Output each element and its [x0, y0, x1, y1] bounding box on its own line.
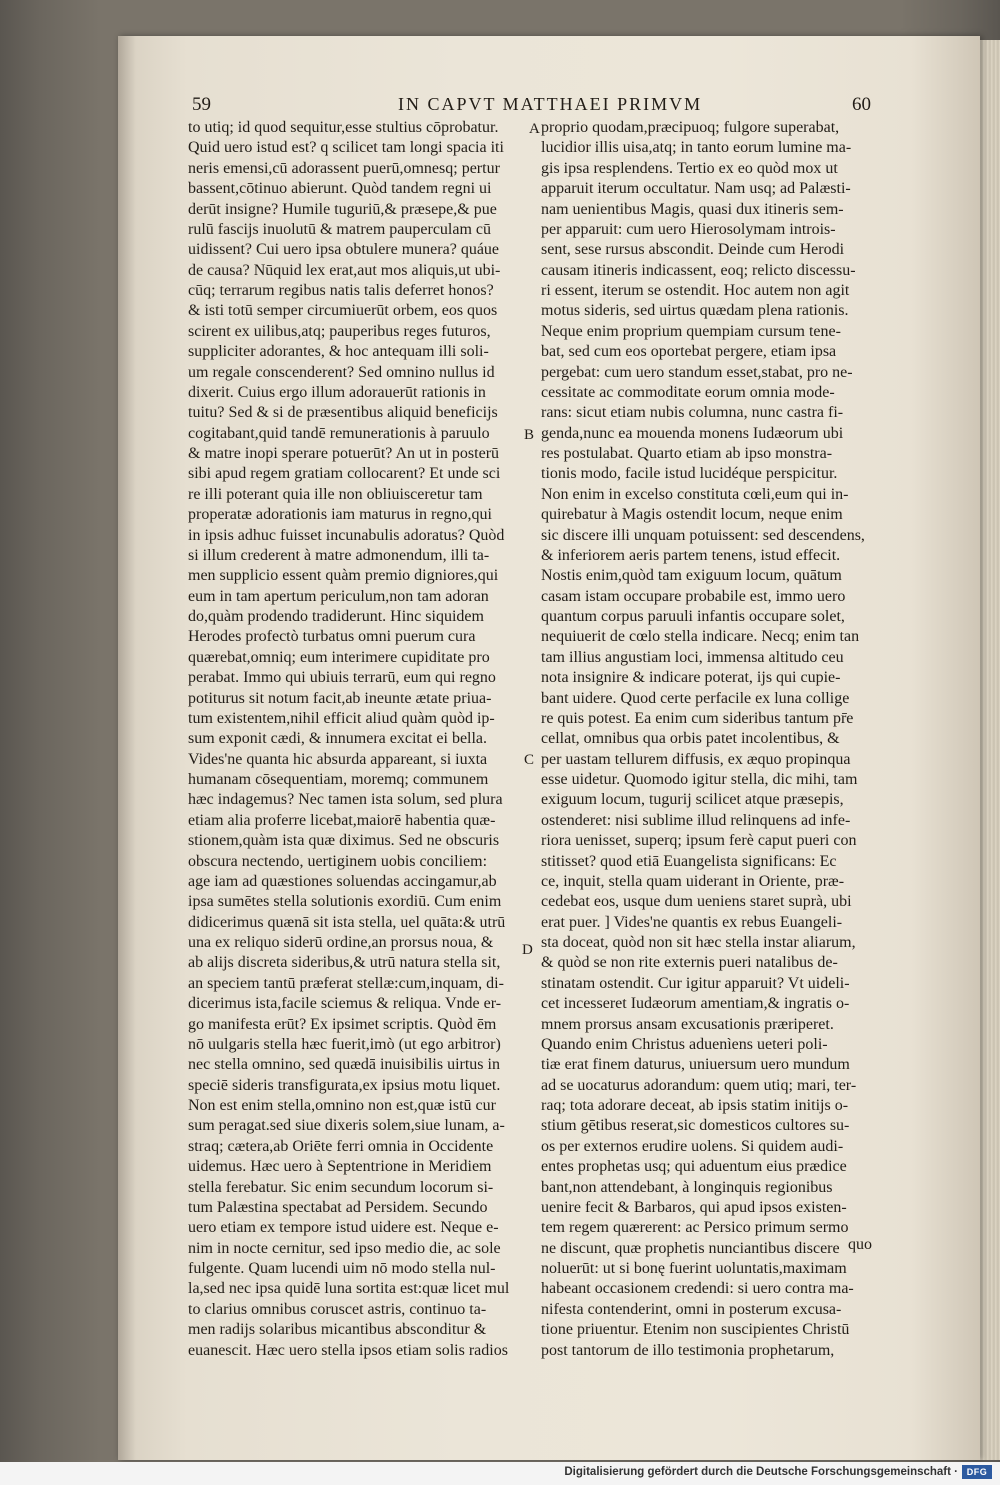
text-line: cūq; terrarum regibus natis talis deferret honos? [188, 282, 494, 299]
text-line: to utiq; id quod sequitur,esse stultius cōprobatur. [188, 119, 499, 136]
text-line: uidissent? Cui uero ipsa obtulere munera? quáue [188, 241, 500, 259]
margin-letter: B [524, 427, 535, 443]
text-line: cellat, omnibus qua orbis patet incolentibus, & [541, 730, 840, 748]
text-line: nota insignire & indicare poterat, ijs qui cupie- [541, 669, 841, 687]
text-line: raq; tota adorare deceat, ab ipsis statim initijs o- [541, 1097, 849, 1114]
text-line: per uastam tellurem diffusis, ex æquo propinqua [541, 750, 851, 768]
text-line: cessitate ac commoditate eorum omnia mode- [541, 383, 835, 401]
text-line: tum Palæstina spectabat ad Persidem. Secundo [188, 1198, 488, 1216]
text-line: la,sed nec ipsa quidē luna sortita est:quæ licet mul [188, 1280, 510, 1298]
text-line: post tantorum de illo testimonia prophetarum, [541, 1341, 835, 1359]
text-line: Vides'ne quanta hic absurda appareant, si iuxta [188, 750, 488, 768]
text-line: rulū fascijs inuolutū & matrem pauperculam cū [188, 220, 492, 238]
text-line: stinatam ostendit. Cur igitur apparuit? Vt uideli- [541, 974, 850, 992]
text-line: didicerimus quænā sit ista stella, uel quāta:& utrū [188, 913, 506, 931]
text-line: nifesta contenderint, omni in posterum excusa- [541, 1300, 842, 1318]
text-line: dicerimus ista,facile sciemus & reliqua. Vnde er- [188, 995, 502, 1013]
dfg-logo-icon [962, 1465, 992, 1479]
text-line: um regale conscenderent? Sed omnino nullus id [188, 363, 495, 381]
text-line: nam uenientibus Magis, quasi dux itineris sem- [541, 200, 844, 218]
text-line: casam istam occupare probabile est, immo uero [541, 587, 846, 605]
text-line: Nostis enim,quòd tam exiguum locum, quātum [541, 567, 842, 585]
text-line: tuitu? Sed & si de præsentibus aliquid beneficijs [188, 404, 498, 422]
text-line: stium gētibus reserat,sic domesticos cultores su- [541, 1117, 850, 1135]
text-line: euanescit. Hæc uero stella ipsos etiam solis radios [188, 1341, 508, 1359]
text-line: ce, inquit, stella quam uiderant in Oriente, præ- [541, 872, 845, 890]
text-line: Herodes profectò turbatus omni puerum cura [188, 628, 476, 646]
text-line: riora uenisset, superq; ipsum ferè caput pueri con [541, 832, 857, 850]
text-line: nequiuerit de cœlo stella indicare. Necq; enim tan [541, 628, 860, 646]
text-line: & matre inopi sperare potuerūt? An ut in posterū [188, 445, 500, 462]
text-line: an speciem tantū præferat stellæ:cum,inquam, di- [188, 974, 504, 992]
text-line: ostenderet: nisi sublime illud relinquens ad infe- [541, 811, 851, 829]
text-line: men supplicio essent quàm premio digniores,qui [188, 567, 499, 585]
text-line: tam illius angustiam loci, immensa altitudo ceu [541, 648, 844, 666]
text-line: pergebat: cum uero standum esset,stabat, pro ne- [541, 363, 853, 381]
text-line: & inferiorem aeris partem tenens, istud effecit. [541, 546, 841, 564]
text-line: etiam alia proferre licebat,maiorē habentia quæ- [188, 811, 496, 829]
text-line: proprio quodam,præcipuoq; fulgore superabat, [541, 119, 840, 136]
text-line: tionis modo, facile istud lucidéque perspicitur. [541, 465, 838, 483]
margin-letter: D [522, 942, 533, 958]
text-line: bant,non attendebant, à longinquis regionibus [541, 1178, 833, 1196]
text-line: entes prophetas usq; qui aduentum eius prædice [541, 1158, 847, 1176]
text-line: fulgente. Quam lucendi uim nō modo stella nul- [188, 1260, 496, 1277]
text-line: uero etiam ex tempore istud uidere est. Neque e- [188, 1219, 499, 1237]
text-line: tem regem quærerent: ac Persico primum sermo [541, 1219, 849, 1237]
gutter-shadow [118, 36, 136, 1460]
text-line: sum exponit cædi, & innumera excitat ei bella. [188, 730, 488, 748]
text-line: stitisset? quod etiā Euangelista significans: Ec [541, 852, 837, 870]
text-line: gis ipsa resplendens. Tertio ex eo quòd mox ut [541, 159, 838, 177]
text-line: res postulabat. Quarto etiam ab ipso monstra- [541, 445, 833, 462]
text-line: apparuit iterum occultatur. Nam usq; ad Palæsti- [541, 180, 851, 198]
text-line: tum existentem,nihil efficit aliud quàm quòd ip- [188, 709, 495, 727]
text-line: quantum corpus paruuli infantis occupare solet, [541, 608, 845, 625]
text-line: neris emensi,cū adorassent puerū,omnesq; pertur [188, 159, 500, 177]
text-line: tiæ erat finem daturus, uniuersum uero mundum [541, 1056, 850, 1074]
text-line: perabat. Immo qui ubiuis terrarū, eum qui regno [188, 669, 496, 687]
running-title: IN CAPVT MATTHAEI PRIMVM [398, 94, 703, 114]
text-line: & isti totū semper circumiuerūt orbem, eos quos [188, 302, 498, 320]
text-line: sent, sese rursus abscondit. Deinde cum Herodi [541, 241, 845, 259]
text-line: esse uidetur. Quomodo igitur stella, dic mihi, tam [541, 771, 858, 788]
text-line: derūt insigne? Humile tuguriū,& præsepe,& pue [188, 200, 497, 218]
text-line: Non est enim stella,omnino non est,quæ istū cur [188, 1097, 496, 1114]
page-number-left: 59 [192, 94, 211, 115]
text-line: re quis potest. Ea enim cum sideribus tantum pr̄e [541, 709, 854, 727]
text-line: os per externos erudire uolens. Si quidem audi- [541, 1137, 844, 1155]
text-line: sic discere illi unquam potuissent: sed descendens, [541, 526, 865, 544]
text-line: go manifesta erūt? Ex ipsimet scriptis. Quòd ēm [188, 1015, 497, 1033]
text-line: uidemus. Hæc uero à Septentrione in Meridiem [188, 1158, 492, 1176]
text-line: quærebat,omniq; eum interimere cupiditate pro [188, 648, 490, 666]
text-line: speciē sideris transfigurata,ex ipsius motu liquet. [188, 1076, 501, 1094]
text-line: Neque enim proprium quempiam cursum tene- [541, 322, 841, 340]
text-line: sta doceat, quòd non sit hæc stella instar aliarum, [541, 934, 856, 951]
text-line: nō uulgaris stella hæc fuerit,imò (ut ego arbitror) [188, 1035, 501, 1053]
text-line: lucidior illis uisa,atq; in tanto eorum lumine ma- [541, 139, 852, 157]
text-line: scirent ex uilibus,atq; pauperibus reges futuros, [188, 322, 491, 340]
footer-credit: Digitalisierung gefördert durch die Deutsche Forschungsgemeinschaft · [564, 1466, 958, 1478]
text-line: obscura nectendo, uertiginem uobis conciliem: [188, 852, 488, 870]
text-line: humanam cōsequentiam, moremq; communem [188, 771, 489, 788]
text-line: ab alijs discreta sideribus,& utrū natura stella sit, [188, 954, 501, 972]
text-line: cedebat eos, usque dum ueniens staret suprà, ubi [541, 893, 852, 911]
text-line: per apparuit: cum uero Hierosolymam introis- [541, 220, 836, 238]
text-line: bassent,cōtinuo abierunt. Quòd tandem regni ui [188, 180, 492, 198]
text-line: ri essent, iterum se ostendit. Hoc autem non agit [541, 282, 850, 299]
text-line: to clarius omnibus coruscet astris, continuo ta- [188, 1300, 487, 1318]
right-column [541, 118, 883, 1361]
text-line: nim in nocte cernitur, sed ipso medio die, ac sole [188, 1239, 501, 1257]
text-line: sum peragat.sed siue dixeris solem,siue lunam, a- [188, 1117, 505, 1135]
text-line: si illum crederent à matre admonendum, illi ta- [188, 546, 490, 564]
text-line: straq; cætera,ab Oriēte ferri omnia in Occidente [188, 1137, 494, 1155]
text-line: mnem prorsus ansam excusationis præriperet. [541, 1015, 834, 1033]
text-line: habeant occasionem credendi: si uero contra ma- [541, 1280, 854, 1298]
text-line: motus sideris, sed uirtus quædam plena rationis. [541, 302, 849, 320]
text-line: quirebatur à Magis ostendit locum, neque enim [541, 506, 843, 524]
text-line: ipsa sumētes stella solutionis exordiū. Cum enim [188, 893, 502, 911]
text-line: una ex reliquo siderū ordine,an prorsus noua, & [188, 934, 494, 951]
text-line: dixerit. Cuius ergo illum adorauerūt rationis in [188, 383, 486, 401]
text-line: suppliciter adorantes, & hoc antequam illi soli- [188, 343, 489, 361]
text-line: re illi poterant quia ille non obliuisceretur tam [188, 485, 483, 503]
text-line: hæc indagemus? Nec tamen ista solum, sed plura [188, 791, 503, 809]
text-line: eum in tam apertum periculum,non tam adoran [188, 587, 489, 605]
text-line: genda,nunc ea mouenda monens Iudæorum ubi [541, 424, 844, 442]
text-line: bat, sed cum eos oportebat pergere, etiam ipsa [541, 343, 837, 361]
text-line: stella ferebatur. Sic enim secundum locorum si- [188, 1178, 494, 1196]
text-line: properatæ adorationis iam maturus in regno,qui [188, 506, 492, 524]
catchword: quo [848, 1236, 872, 1253]
text-line: & quòd se non rite externis pueri natalibus de- [541, 954, 838, 972]
text-line: ad se uocaturus adorandum: quem utiq; mari, ter- [541, 1076, 857, 1094]
text-line: rans: sicut etiam nubis columna, nunc castra fi- [541, 404, 844, 422]
dfg-logo-text: DFG [966, 1467, 988, 1477]
text-line: causam itineris indicassent, eoq; relicto discessu- [541, 261, 856, 279]
text-line: bant uidere. Quod certe perfacile ex luna collige [541, 689, 850, 707]
margin-letter: C [524, 752, 535, 768]
text-line: do,quàm prodendo tradiderunt. Hinc siquidem [188, 608, 484, 625]
text-line: Quid uero istud est? q scilicet tam longi spacia iti [188, 139, 504, 157]
text-line: cogitabant,quid tandē remunerationis à paruulo [188, 424, 490, 442]
text-line: erat puer. ] Vides'ne quantis ex rebus Euangeli- [541, 913, 843, 931]
text-line: tione priuentur. Etenim non suscipientes Christū [541, 1321, 850, 1339]
text-line: ne discunt, quæ prophetis nunciantibus discere [541, 1239, 840, 1257]
margin-letter: A [529, 121, 540, 137]
text-line: cet incesseret Iudæorum amentiam,& ingratis o- [541, 995, 850, 1013]
text-line: Non enim in excelso constituta cœli,eum qui in- [541, 485, 849, 503]
text-line: sibi apud regem gratiam collocarent? Et unde sci [188, 465, 501, 483]
text-line: in ipsis adhuc fuisset incunabulis adoratus? Quòd [188, 526, 505, 544]
text-line: stionem,quàm ista quæ diximus. Sed ne obscuris [188, 832, 500, 850]
text-line: nec stella omnino, sed quædā inuisibilis uirtus in [188, 1056, 500, 1074]
text-line: age iam ad quæstiones soluendas accingamur,ab [188, 872, 497, 890]
text-line: potiturus sit notum facit,ab ineunte ætate priua- [188, 689, 492, 707]
page-number-right: 60 [852, 94, 871, 115]
text-line: de causa? Nūquid lex erat,aut mos aliquis,ut ubi- [188, 261, 501, 279]
text-line: uenire fecit & Barbaros, qui apud ipsos existen- [541, 1198, 847, 1216]
text-line: noluerūt: ut si bonę fuerint uoluntatis,maximam [541, 1260, 847, 1277]
text-line: Quando enim Christus aduenìens ueteri poli- [541, 1035, 828, 1053]
text-line: exiguum locum, tugurij scilicet atque præsepis, [541, 791, 844, 809]
left-column [188, 118, 528, 1361]
text-line: men radijs solaribus micantibus absconditur & [188, 1321, 487, 1339]
